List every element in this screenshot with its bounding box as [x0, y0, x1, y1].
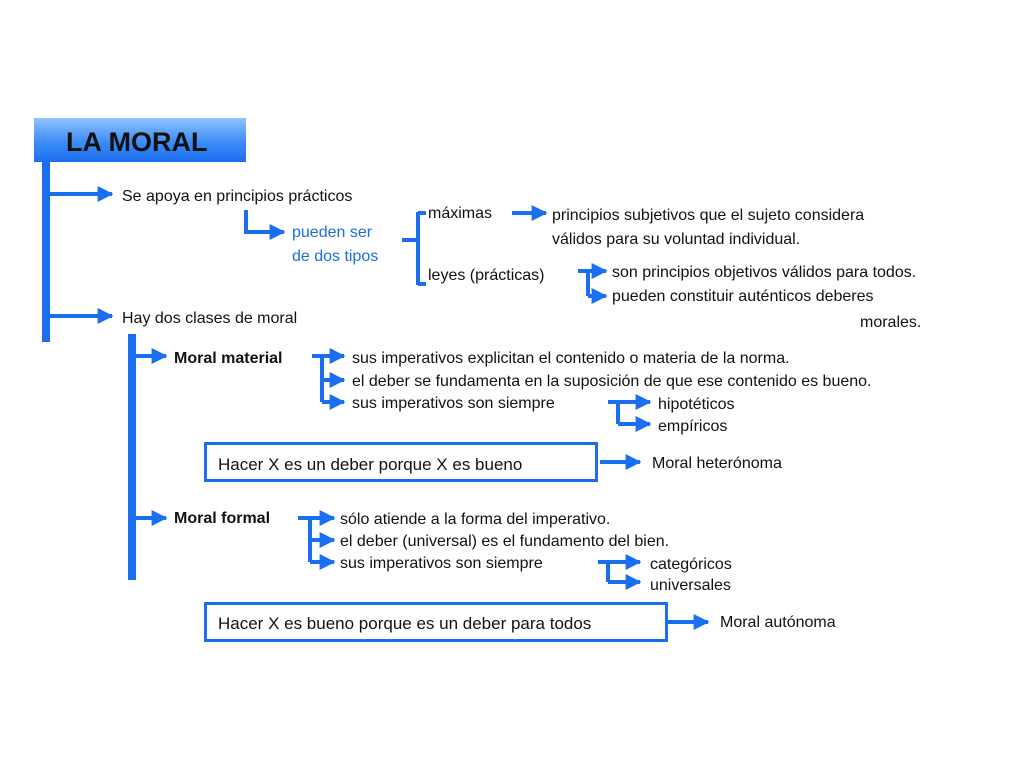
- formal-rule: Hacer X es bueno porque es un deber para todos: [218, 614, 592, 633]
- material-kind1: hipotéticos: [658, 396, 735, 413]
- type1-name: máximas: [428, 205, 493, 222]
- type1-desc-line1: principios subjetivos que el sujeto considera: [552, 207, 865, 224]
- formal-point1: sólo atiende a la forma del imperativo.: [340, 511, 611, 528]
- formal-point3: sus imperativos son siempre: [340, 555, 543, 572]
- branch1-sub-line1: pueden ser: [292, 224, 373, 241]
- formal-name: Moral formal: [174, 510, 271, 527]
- material-result: Moral heterónoma: [652, 455, 782, 472]
- formal-kind1: categóricos: [650, 556, 732, 573]
- branch2-label: Hay dos clases de moral: [122, 310, 298, 327]
- formal-result: Moral autónoma: [720, 614, 836, 631]
- type2-name: leyes (prácticas): [428, 267, 545, 284]
- material-point2: el deber se fundamenta en la suposición de que ese contenido es bueno.: [352, 373, 872, 390]
- type2-point1: son principios objetivos válidos para todos.: [612, 264, 917, 281]
- formal-point2: el deber (universal) es el fundamento del bien.: [340, 533, 670, 550]
- material-name: Moral material: [174, 350, 283, 367]
- material-point1: sus imperativos explicitan el contenido o materia de la norma.: [352, 350, 790, 367]
- material-kind2: empíricos: [658, 418, 728, 435]
- material-point3: sus imperativos son siempre: [352, 395, 555, 412]
- branch1-sub-line2: de dos tipos: [292, 248, 379, 265]
- type2-point2-line1: pueden constituir auténticos deberes: [612, 288, 874, 305]
- material-rule: Hacer X es un deber porque X es bueno: [218, 455, 523, 474]
- type1-desc-line2: válidos para su voluntad individual.: [552, 231, 801, 248]
- formal-kind2: universales: [650, 577, 731, 594]
- branch1-label: Se apoya en principios prácticos: [122, 188, 353, 205]
- type2-point2-line2: morales.: [860, 314, 922, 331]
- diagram-title: LA MORAL: [66, 127, 208, 157]
